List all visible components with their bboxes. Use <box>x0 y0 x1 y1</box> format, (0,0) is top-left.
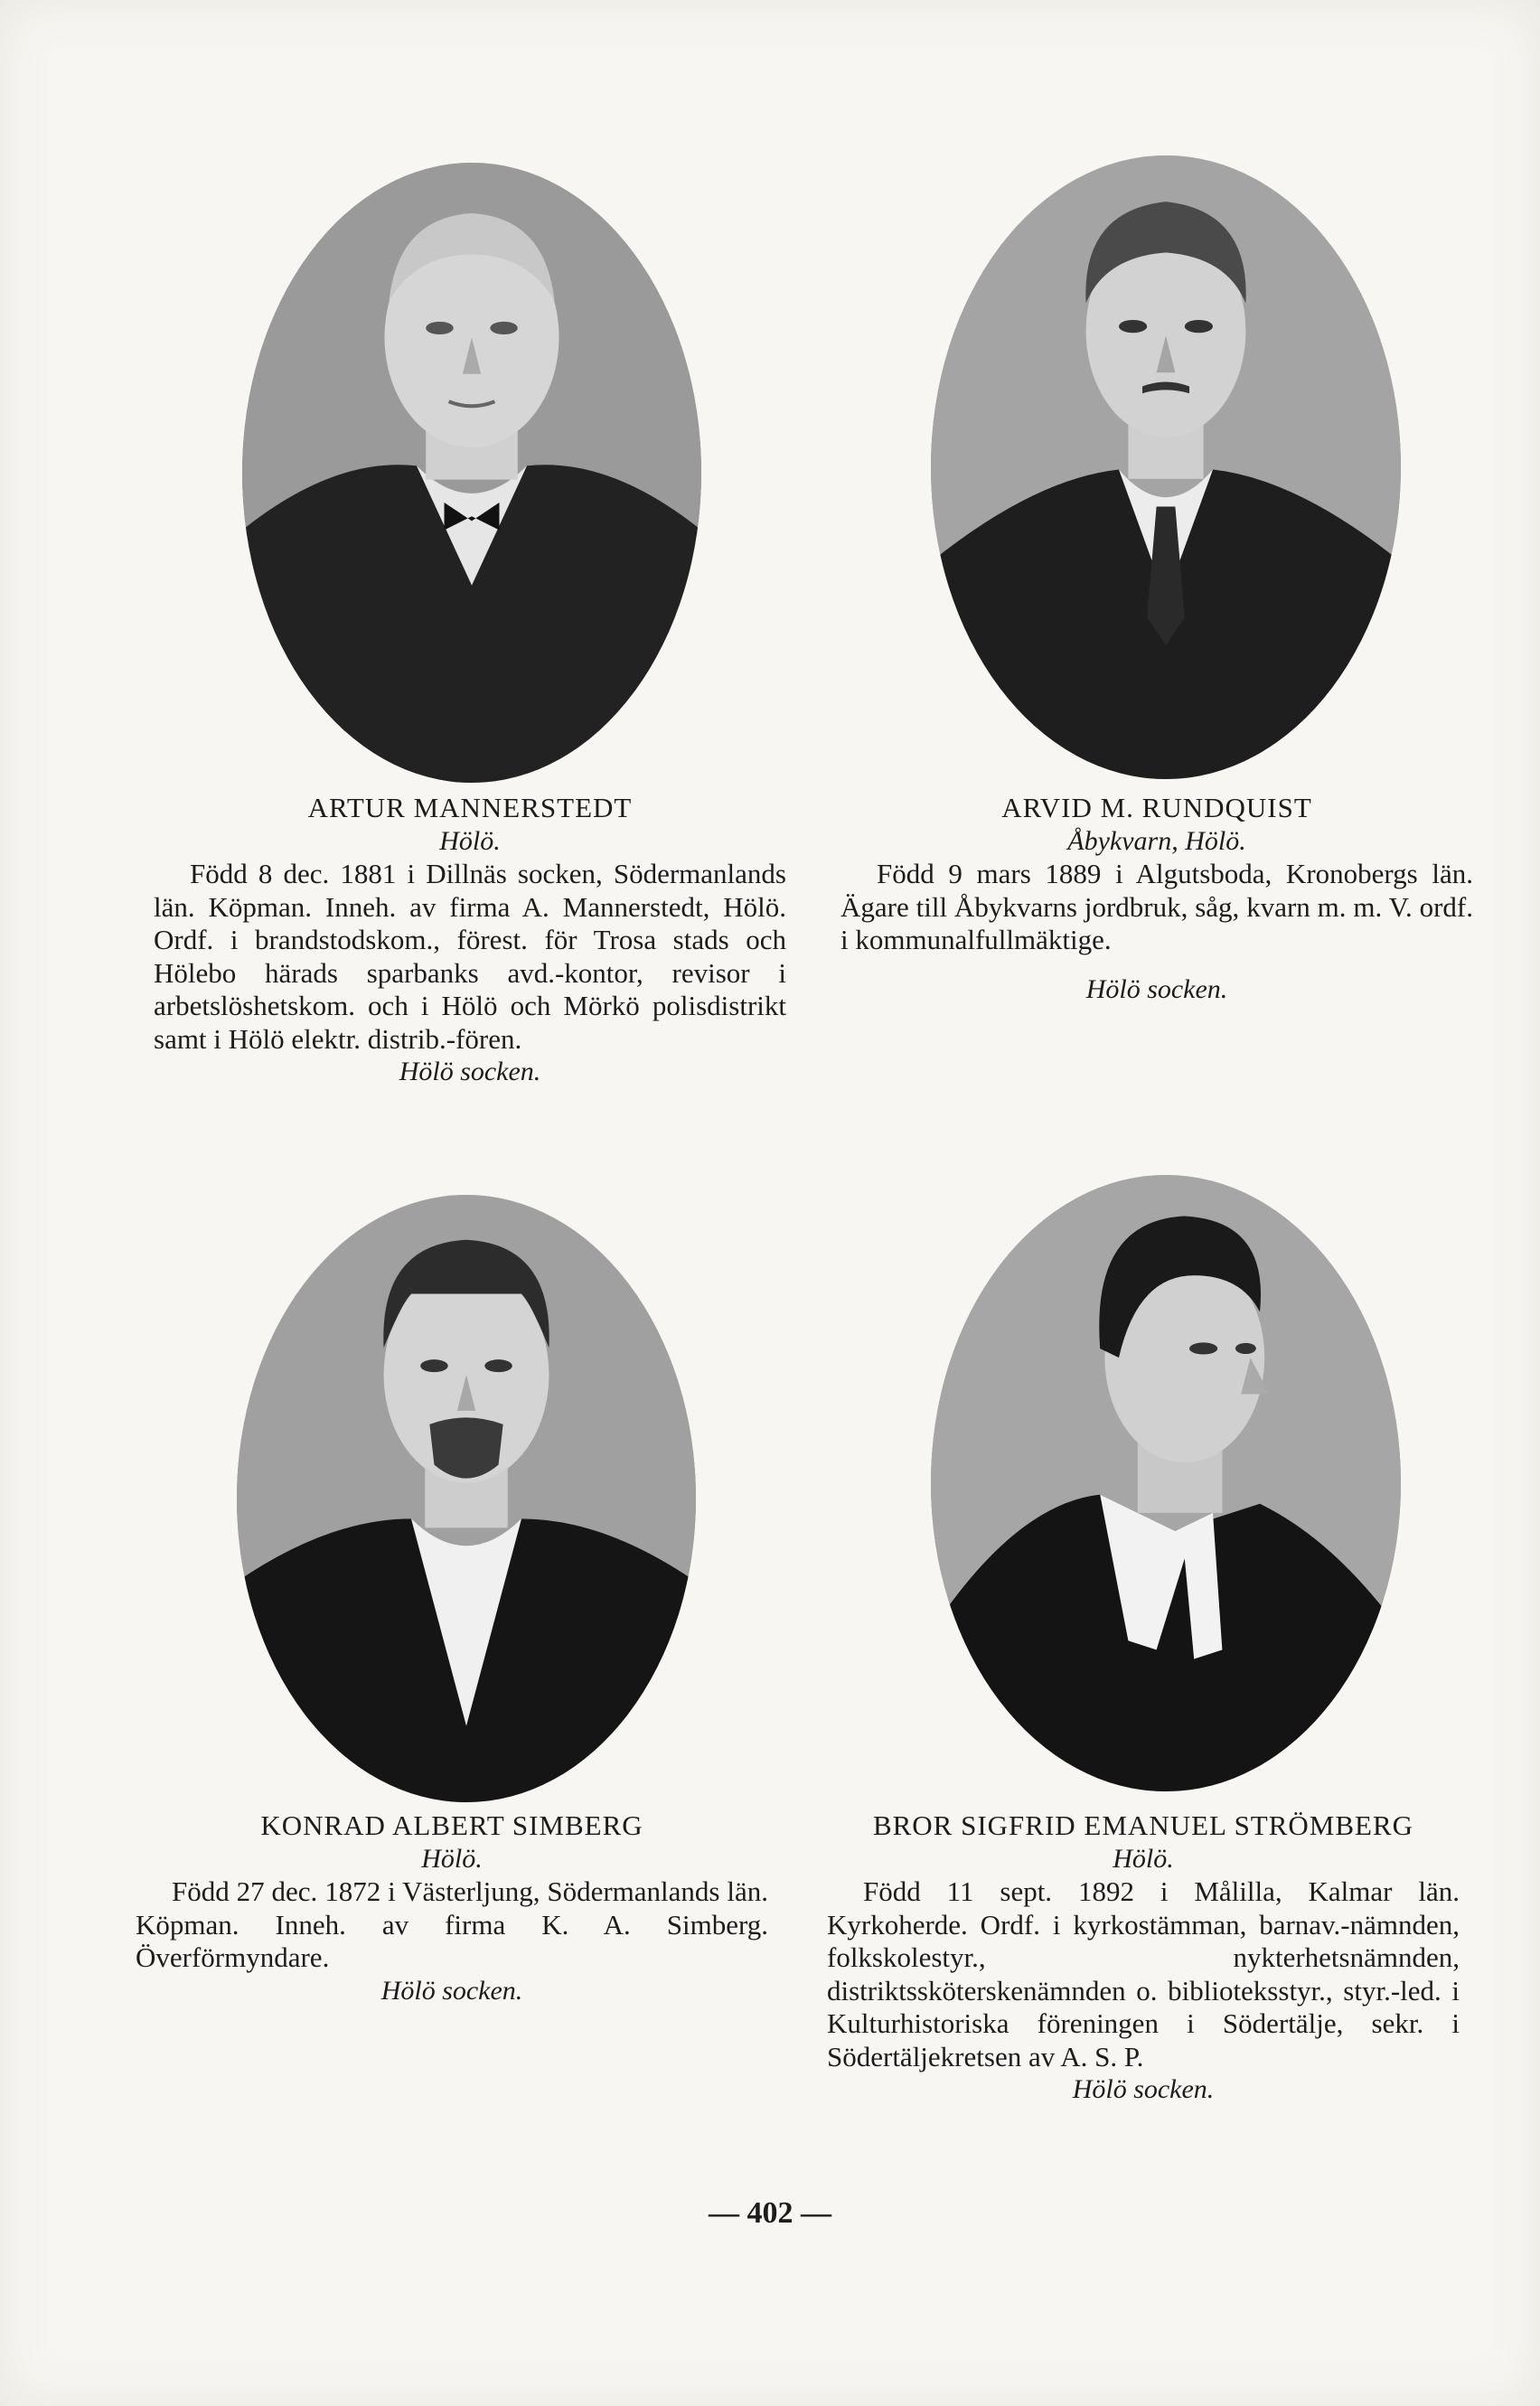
entry-caption <box>827 1809 1460 2107</box>
person-biography: Född 9 mars 1889 i Algutsboda, Kronobergs län. Ägare till Åbykvarns jordbruk, såg, kvarn m. m. V. ordf. i kommunalfullmäktige. <box>840 858 1473 955</box>
entry-caption <box>136 1809 768 2007</box>
portrait-silhouette <box>931 1175 1401 1791</box>
person-place: Hölö. <box>439 825 501 856</box>
person-parish: Hölö socken. <box>399 1057 541 1086</box>
person-parish: Hölö socken. <box>380 1975 523 2006</box>
portrait-silhouette <box>237 1195 696 1802</box>
person-parish: Hölö socken. <box>1085 973 1228 1004</box>
entry-caption <box>840 792 1473 1006</box>
person-biography: Född 27 dec. 1872 i Västerljung, Södermanlands län. Köpman. Inneh. av firma K. A. Simberg. Överförmyndare. <box>136 1875 768 1973</box>
portrait-photo <box>242 163 701 783</box>
person-biography: Född 11 sept. 1892 i Målilla, Kalmar län. Kyrkoherde. Ordf. i kyrkostämman, barnav.-nämnden, folkskolestyr., nykterhetsnämnden, distriktssköterskenämnden o. biblioteksstyr., styr.-led. i Kulturhistoriska föreningen i Södertälje, sekr. i Södertäljekretsen av A. S. P. <box>827 1875 1460 2072</box>
person-place: Hölö. <box>421 1843 483 1874</box>
person-name: ARVID M. RUNDQUIST <box>1001 792 1312 823</box>
person-place: Hölö. <box>1113 1843 1174 1874</box>
portrait-photo <box>931 155 1401 779</box>
person-name: ARTUR MANNERSTEDT <box>307 792 633 823</box>
portrait-silhouette <box>931 155 1401 779</box>
person-name: BROR SIGFRID EMANUEL STRÖMBERG <box>872 1809 1414 1841</box>
person-biography: Född 8 dec. 1881 i Dillnäs socken, Södermanlands län. Köpman. Inneh. av firma A. Mannerstedt, Hölö. Ordf. i brandstodskom., förest. för Trosa stads och Hölebo härads sparbanks avd.-kontor, revisor i arbetslöshetskom. och i Hölö och Mörkö polisdistrikt samt i Hölö elektr. distrib.-fören. <box>154 858 786 1055</box>
page-number: — 402 — <box>709 2196 831 2230</box>
portrait-photo <box>931 1175 1401 1791</box>
entry-caption <box>154 792 786 1089</box>
portrait-photo <box>237 1195 696 1802</box>
person-name: KONRAD ALBERT SIMBERG <box>260 1809 643 1841</box>
portrait-silhouette <box>242 163 701 783</box>
person-place: Åbykvarn, Hölö. <box>1067 825 1246 856</box>
person-parish: Hölö socken. <box>1072 2074 1215 2104</box>
